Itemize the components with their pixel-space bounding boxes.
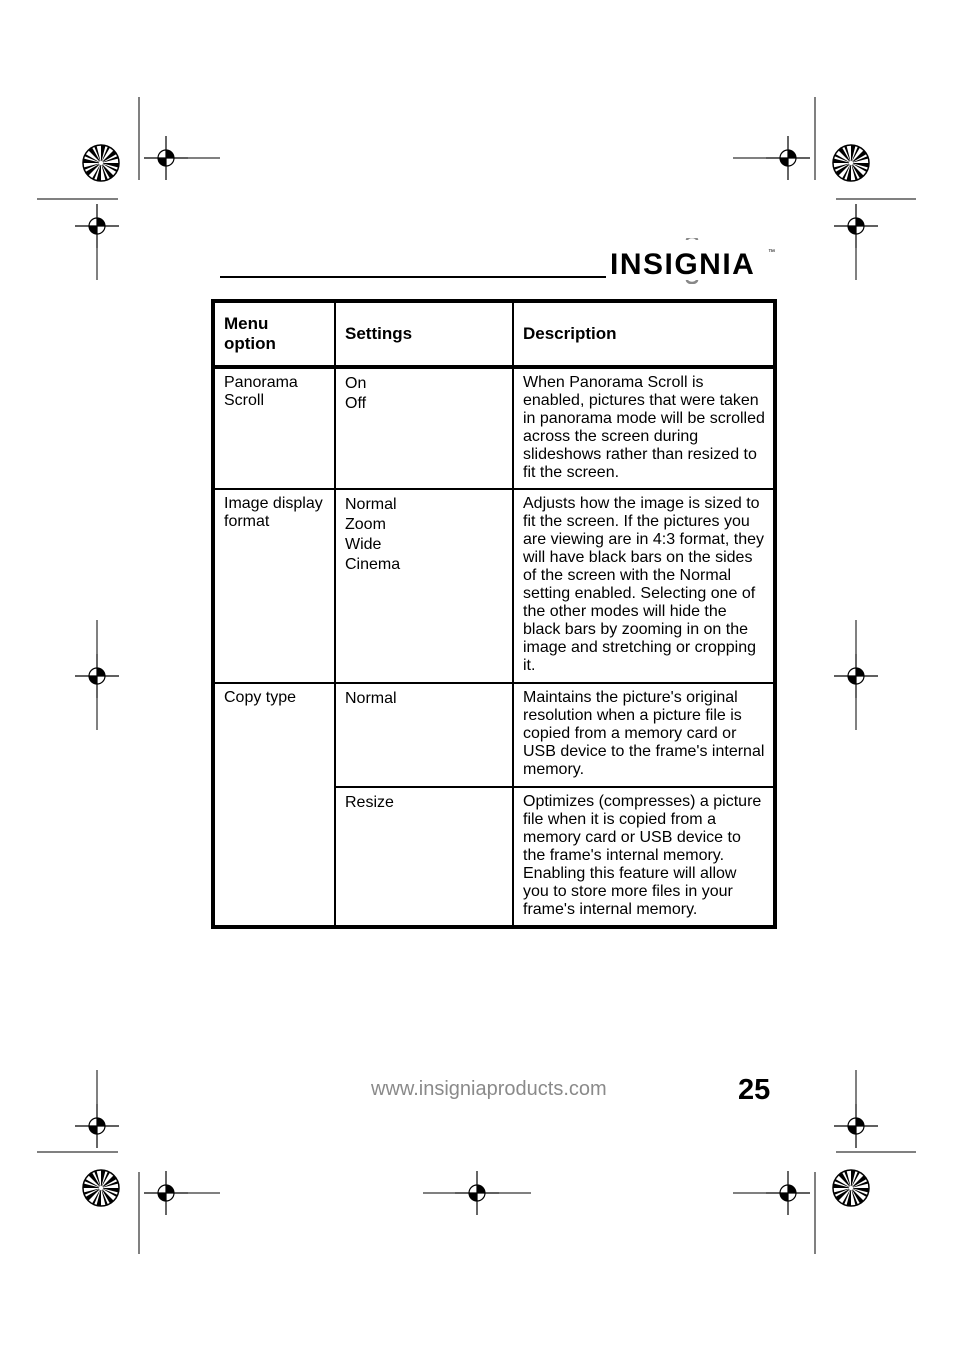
setting-value: Zoom xyxy=(345,516,386,533)
menu-option-cell: Panorama Scroll xyxy=(213,367,335,489)
settings-cell xyxy=(335,683,513,787)
table-header-row xyxy=(213,301,775,367)
header-menu-option xyxy=(213,301,335,367)
table-row xyxy=(213,367,775,489)
table-row xyxy=(213,683,775,787)
setting-value: Normal xyxy=(345,496,397,513)
trademark-symbol: ™ xyxy=(768,249,775,256)
description-cell: Optimizes (compresses) a picture file when it is copied from a memory card or USB device to the frame's internal memory. Enabling this feature will allow you to store more files in your frame's internal memory. xyxy=(513,787,775,927)
setting-value: Resize xyxy=(345,794,394,811)
setting-value: Wide xyxy=(345,536,382,553)
logo-text: INSIGNIA xyxy=(610,248,756,281)
menu-option-cell: Image display format xyxy=(213,489,335,683)
setting-value: Cinema xyxy=(345,556,401,573)
setting-value: On xyxy=(345,375,367,392)
menu-options-table xyxy=(211,299,777,929)
setting-value: Normal xyxy=(345,690,397,707)
setting-value: Off xyxy=(345,395,367,412)
footer-url: www.insigniaproducts.com xyxy=(371,1078,607,1100)
insignia-logo xyxy=(610,238,780,284)
header-description: Description xyxy=(513,301,775,367)
header-settings: Settings xyxy=(335,301,513,367)
menu-option-cell: Copy type xyxy=(213,683,335,927)
settings-cell xyxy=(335,489,513,683)
description-cell: Maintains the picture's original resolution when a picture file is copied from a memory card or USB device to the frame's internal memory. xyxy=(513,683,775,787)
header-rule xyxy=(220,276,606,278)
settings-cell xyxy=(335,787,513,927)
logo-arc-top xyxy=(687,238,697,240)
description-cell: When Panorama Scroll is enabled, pictures that were taken in panorama mode will be scrolled across the screen during slideshows rather than resized to fit the screen. xyxy=(513,367,775,489)
settings-cell xyxy=(335,367,513,489)
header-menu-option-line2: option xyxy=(224,334,276,353)
page-number: 25 xyxy=(738,1074,771,1106)
header-menu-option-line1: Menu xyxy=(224,314,269,333)
description-cell: Adjusts how the image is sized to fit the screen. If the pictures you are viewing are in 4:3 format, they will have black bars on the sides of the screen with the Normal setting enabled. Selecting one of the other modes will hide the black bars by zooming in on the image and stretching or cropping it. xyxy=(513,489,775,683)
table-row xyxy=(213,489,775,683)
